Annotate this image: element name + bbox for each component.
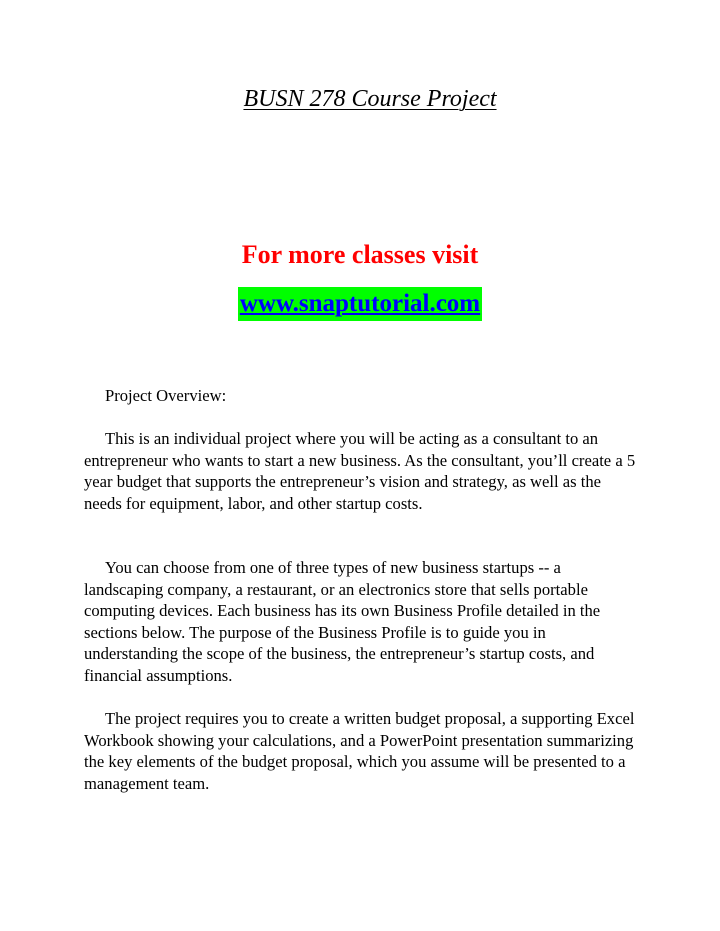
promo-heading: For more classes visit	[241, 240, 479, 269]
snaptutorial-link[interactable]: www.snaptutorial.com	[238, 287, 482, 321]
paragraph-2: You can choose from one of three types of new business startups -- a landscaping company, a restaurant, or an electronics store that sells portable computing devices. Each business has its own Business Profile detailed in the sections below. The purpose of the Business Profile is to guide you in understanding the scope of the business, the entrepreneur’s startup costs, and financial assumptions.	[84, 558, 601, 685]
paragraph-3: The project requires you to create a written budget proposal, a supporting Excel Workbook showing your calculations, and a PowerPoint presentation summarizing the key elements of the budget proposal, which you assume will be presented to a management team.	[84, 709, 635, 793]
section-heading: Project Overview:	[105, 386, 227, 405]
promo-link-container	[0, 287, 720, 321]
document-title: BUSN 278 Course Project	[243, 86, 497, 112]
paragraph-1: This is an individual project where you will be acting as a consultant to an entrepreneur who wants to start a new business. As the consultant, you’ll create a 5 year budget that supports the entrepreneur’s vision and strategy, as well as the needs for equipment, labor, and other startup costs.	[84, 429, 636, 513]
